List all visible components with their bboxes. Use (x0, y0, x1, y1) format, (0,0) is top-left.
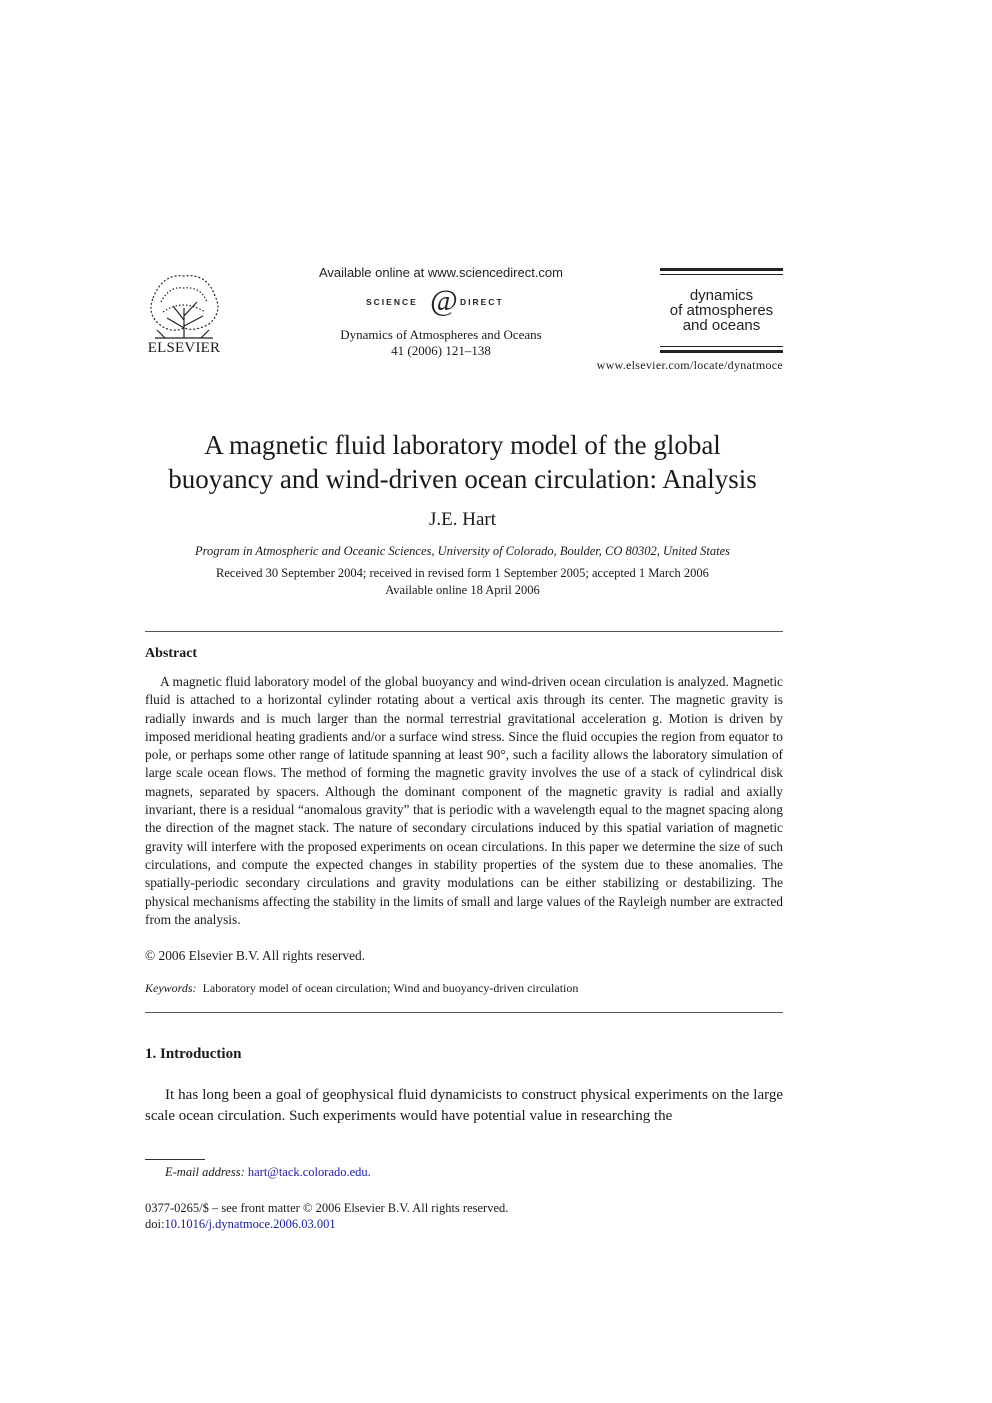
introduction-text: It has long been a goal of geophysical fluid dynamicists to construct physical experiments on the large scale ocean circulation. Such experiments would have potential value in researching the (145, 1087, 783, 1124)
journal-box-line: and oceans (682, 317, 761, 334)
doi-label: doi: (145, 1217, 165, 1231)
doi-link[interactable]: 10.1016/j.dynatmoce.2006.03.001 (164, 1217, 336, 1231)
sciencedirect-logo (360, 284, 520, 318)
journal-box-line: dynamics (689, 287, 754, 304)
journal-box-rule (660, 346, 783, 347)
journal-box-title (660, 288, 783, 333)
sciencedirect-logo-graphic (360, 284, 520, 318)
abstract-heading: Abstract (145, 646, 198, 661)
keywords-label: Keywords: (145, 981, 197, 995)
title-line: buoyancy and wind-driven ocean circulation: Analysis (168, 464, 757, 494)
journal-box-rule (660, 274, 783, 275)
email-link[interactable]: hart@tack.colorado.edu (247, 1165, 368, 1179)
article-title (100, 428, 825, 496)
received-dates: Received 30 September 2004; received in revised form 1 September 2005; accepted 1 March 2006 (216, 566, 709, 580)
abstract-text: A magnetic fluid laboratory model of the global buoyancy and wind-driven ocean circulation is analyzed. Magnetic fluid is attached to a horizontal cylinder rotating about a vertical axis through its center. The magnetic gravity is radially inwards and is much larger than the normal terrestrial gravitational acceleration g. Motion is driven by imposed meridional heating gradients and/or a surface wind stress. Since the fluid occupies the region from equator to pole, or perhaps some other range of latitude spanning at least 90°, such a facility allows the laboratory simulation of large scale ocean flows. The method of forming the magnetic gravity involves the use of a stack of cylindrical disk magnets, separated by spacers. Although the dominant component of the magnetic gravity is radial and axially invariant, there is a residual “anomalous gravity” that is periodic with a wavelength equal to the magnet spacing along the direction of the magnet stack. The nature of secondary circulations induced by this spatial variation of magnetic gravity will interfere with the proposed experiments on ocean circulations. In this paper we determine the size of such circulations, and compute the expected changes in stability properties of the system due to these anomalies. The spatially-periodic secondary circulations and gravity modulations can be either stabilizing or destabilizing. The physical mechanisms affecting the stability in the limits of small and large values of the Rayleigh number are extracted from the analysis. (145, 674, 783, 927)
sciencedirect-mark: @ (430, 284, 458, 317)
publisher-logo-text: ELSEVIER (147, 340, 221, 356)
sciencedirect-right-word: DIRECT (460, 297, 504, 307)
author-email-footnote (165, 1165, 371, 1180)
abstract-copyright: © 2006 Elsevier B.V. All rights reserved. (145, 948, 366, 963)
front-matter-line: 0377-0265/$ – see front matter © 2006 Elsevier B.V. All rights reserved. (145, 1201, 509, 1215)
doi-line (145, 1217, 336, 1232)
journal-box-rule (660, 268, 783, 271)
title-line: A magnetic fluid laboratory model of the global (204, 430, 721, 460)
author-name: J.E. Hart (428, 509, 496, 530)
keywords (145, 981, 578, 996)
abstract-top-rule (145, 631, 783, 632)
sciencedirect-left-word: SCIENCE (366, 297, 418, 307)
author-affiliation: Program in Atmospheric and Oceanic Sciences, University of Colorado, Boulder, CO 80302, United States (194, 544, 730, 558)
abstract-bottom-rule (145, 1012, 783, 1013)
available-online-date: Available online 18 April 2006 (385, 583, 540, 597)
journal-box-rule (660, 350, 783, 353)
journal-box-line: of atmospheres (669, 302, 774, 319)
available-online-text: Available online at www.sciencedirect.com (319, 265, 563, 280)
journal-url[interactable]: www.elsevier.com/locate/dynatmoce (596, 358, 783, 372)
journal-name: Dynamics of Atmospheres and Oceans (340, 327, 542, 342)
email-suffix: . (367, 1165, 371, 1179)
keywords-list: Laboratory model of ocean circulation; Wind and buoyancy-driven circulation (202, 981, 579, 995)
journal-volume: 41 (2006) 121–138 (391, 343, 491, 358)
email-label: E-mail address: (165, 1165, 245, 1179)
section-heading-introduction: 1. Introduction (145, 1046, 242, 1062)
footnote-rule (145, 1159, 205, 1160)
